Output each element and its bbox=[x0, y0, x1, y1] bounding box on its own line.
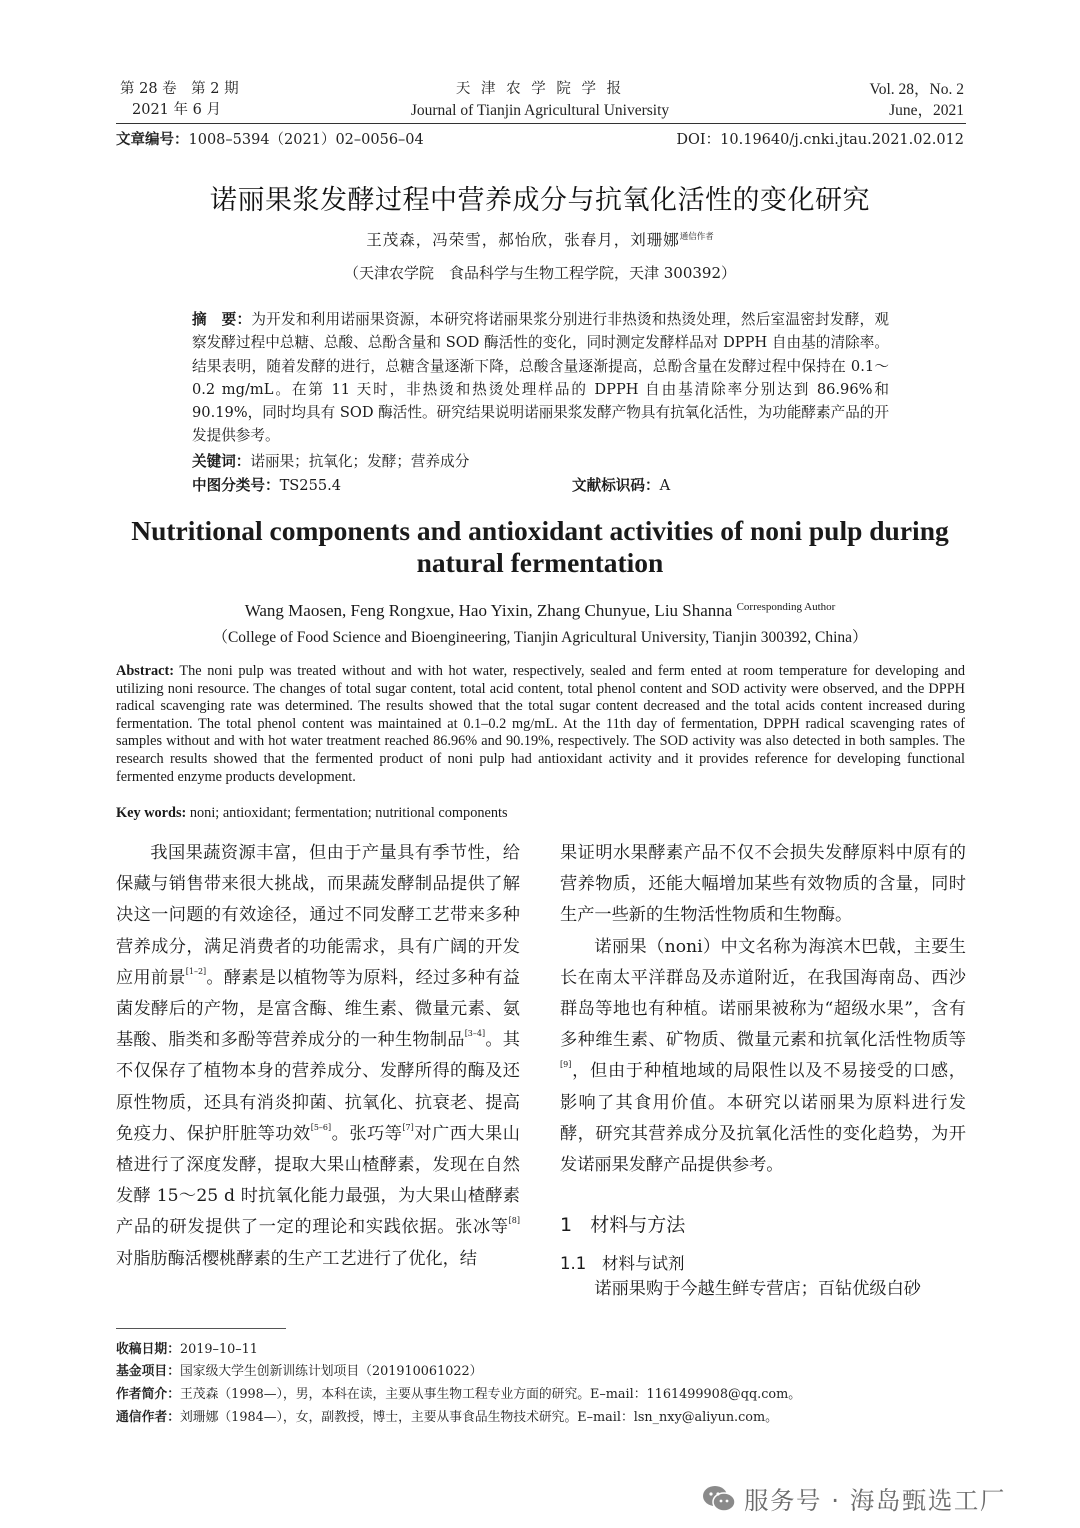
journal-name-cn: 天 津 农 学 院 学 报 bbox=[455, 81, 625, 97]
footnote-label: 通信作者： bbox=[116, 1410, 180, 1425]
keywords-en bbox=[116, 805, 508, 822]
wechat-icon bbox=[702, 1484, 736, 1514]
abstract-cn-label: 摘 要： bbox=[192, 311, 252, 328]
footnote-text: 刘珊娜（1984—），女，副教授，博士，主要从事食品生物技术研究。E–mail：lsn_nxy@aliyun.com。 bbox=[179, 1410, 778, 1425]
watermark-text: 服务号 · 海岛甄选工厂 bbox=[744, 1485, 1006, 1515]
volume-issue-en: Vol. 28，No. 2 bbox=[869, 81, 964, 98]
footnote-funding bbox=[116, 1360, 482, 1379]
class-number bbox=[192, 474, 341, 495]
class-number-text: TS255.4 bbox=[279, 477, 342, 494]
section-heading-1-1 bbox=[560, 1250, 685, 1274]
class-number-label: 中图分类号： bbox=[192, 477, 280, 494]
keywords-en-text: noni; antioxidant; fermentation; nutritional components bbox=[189, 805, 508, 821]
abstract-cn bbox=[192, 308, 889, 448]
section-number: 1 bbox=[560, 1214, 573, 1236]
body-paragraph: 果证明水果酵素产品不仅不会损失发酵原料中原有的营养物质，还能大幅增加某些有效物质的含量，同时生产一些新的生物活性物质和生物酶。 bbox=[560, 843, 966, 926]
footnote-text: 国家级大学生创新训练计划项目（201910061022） bbox=[179, 1364, 483, 1379]
body-paragraph bbox=[116, 838, 520, 1275]
text-run: 我国果蔬资源丰富，但由于产量具有季节性，给保藏与销售带来很大挑战，而果蔬发酵制品提供了解决这一问题的有效途径，通过不同发酵工艺带来多种营养成分，满足消费者的功能需求，具有广阔的开发应用前景 bbox=[116, 843, 520, 988]
article-number-value: 1008–5394（2021）02–0056–04 bbox=[188, 132, 424, 148]
document-code bbox=[572, 474, 670, 495]
section-title: 材料与方法 bbox=[590, 1214, 686, 1236]
section-number: 1.1 bbox=[560, 1254, 587, 1273]
abstract-en-text: The noni pulp was treated without and with hot water, respectively, sealed and ferm ented at room temperature for developing and utilizing noni resource. The changes of total sugar content, total acid content, total phenol content and SOD activity were observed, and the DPPH radical scavenging rate was determined. The results showed that the total sugar content decreased and the total acids content increased during fermentation. The total phenol content was maintained at 0.1–0.2 mg/mL. At the 11th day of fermentation, DPPH radical scavenging rates of samples without and with hot water treatment reached 86.96% and 90.19%, respectively. The SOD activity was also detected in both samples. The research results showed that the fermented product of noni pulp had antioxidant activity and it provides reference for developing functional fermented enzyme products development. bbox=[116, 663, 965, 785]
title-en bbox=[0, 515, 1080, 579]
footnote-label: 收稿日期： bbox=[116, 1342, 180, 1357]
footnote-corresponding bbox=[116, 1406, 778, 1425]
text-run: 。其不仅保存了植物本身的营养成分、发酵所得的酶及还原性物质，还具有消炎抑菌、抗氧化、抗衰老、提高免疫力、保护肝脏等功效 bbox=[116, 1030, 520, 1144]
text-run: 对脂肪酶活樱桃酵素的生产工艺进行了优化，结 bbox=[116, 1248, 477, 1269]
corresponding-mark-en: Corresponding Author bbox=[736, 601, 836, 613]
keywords-cn-label: 关键词： bbox=[192, 453, 251, 470]
footnote-label: 基金项目： bbox=[116, 1364, 180, 1379]
footnote-text: 2019–10–11 bbox=[179, 1342, 258, 1357]
authors-cn bbox=[0, 228, 1080, 250]
footnote-text: 王茂森（1998—），男，本科在读，主要从事生物工程专业方面的研究。E–mail：1161499908@qq.com。 bbox=[179, 1387, 802, 1402]
text-run: 。张巧等 bbox=[331, 1123, 403, 1144]
abstract-en bbox=[116, 663, 965, 786]
text-run: 对广西大果山楂进行了深度发酵，提取大果山楂酵素，发现在自然发酵 15～25 d 时抗氧化能力最强，为大果山楂酵素产品的研发提供了一定的理论和实践依据。张冰等 bbox=[116, 1123, 520, 1238]
section-heading-1 bbox=[560, 1210, 685, 1237]
citation: [5–6] bbox=[310, 1122, 332, 1132]
authors-cn-names: 王茂森，冯荣雪，郝怡欣，张春月，刘珊娜 bbox=[366, 231, 680, 249]
section-title: 材料与试剂 bbox=[602, 1254, 685, 1273]
citation: [1–2] bbox=[185, 966, 207, 976]
text-run: 。酵素是以植物等为原料，经过多种有益菌发酵后的产物，是富含酶、维生素、微量元素、氨基酸、脂类和多酚等营养成分的一种生物制品 bbox=[116, 967, 520, 1051]
citation: [3–4] bbox=[464, 1029, 486, 1039]
article-number-label: 文章编号： bbox=[116, 132, 189, 148]
citation: [8] bbox=[508, 1216, 520, 1226]
citation: [7] bbox=[402, 1122, 414, 1132]
header-rule bbox=[116, 123, 966, 124]
abstract-en-label: Abstract: bbox=[116, 663, 174, 679]
keywords-cn-text: 诺丽果；抗氧化；发酵；营养成分 bbox=[250, 453, 470, 470]
doi: DOI：10.19640/j.cnki.jtau.2021.02.012 bbox=[676, 132, 964, 148]
article-number bbox=[116, 131, 424, 150]
document-code-text: A bbox=[659, 477, 671, 494]
title-en-text: Nutritional components and antioxidant activities of noni pulp during natural fermentation bbox=[131, 515, 949, 578]
footnote-rule bbox=[116, 1328, 286, 1329]
keywords-cn bbox=[192, 450, 469, 471]
corresponding-mark-cn: 通信作者 bbox=[679, 231, 714, 242]
watermark bbox=[702, 1478, 1054, 1520]
title-cn: 诺丽果浆发酵过程中营养成分与抗氧化活性的变化研究 bbox=[210, 185, 870, 216]
affiliation-en: （College of Food Science and Bioengineering, Tianjin Agricultural University, Tianjin 300392, China） bbox=[212, 629, 868, 646]
volume-issue-cn: 第 28 卷 第 2 期 bbox=[120, 81, 239, 97]
footnote-label: 作者简介： bbox=[116, 1387, 180, 1402]
affiliation-cn: （天津农学院 食品科学与生物工程学院，天津 300392） bbox=[343, 264, 737, 282]
footnote-author-bio bbox=[116, 1383, 801, 1402]
abstract-cn-text: 为开发和利用诺丽果资源，本研究将诺丽果浆分别进行非热烫和热烫处理，然后室温密封发酵，观察发酵过程中总糖、总酸、总酚含量和 SOD 酶活性的变化，同时测定发酵样品对 DPPH 自由基的清除率。结果表明，随着发酵的进行，总糖含量逐渐下降，总酸含量逐渐提高，总酚含量在发酵过程中保持在 0.1～0.2 mg/mL。在第 11 天时，非热烫和热烫处理样品的 DPPH 自由基清除率分别达到 86.96%和 90.19%，同时均具有 SOD 酶活性。研究结果说明诺丽果浆发酵产物具有抗氧化活性，为功能酵素产品的开发提供参考。 bbox=[192, 311, 889, 445]
text-run: ，但由于种植地域的局限性以及不易接受的口感，影响了其食用价值。本研究以诺丽果为原料进行发酵，研究其营养成分及抗氧化活性的变化趋势，为开发诺丽果发酵产品提供参考。 bbox=[560, 1061, 966, 1176]
keywords-en-label: Key words: bbox=[116, 805, 187, 821]
body-paragraph bbox=[560, 932, 966, 1182]
body-right-column bbox=[560, 838, 966, 1181]
text-run: 诺丽果（noni）中文名称为海滨木巴戟，主要生长在南太平洋群岛及赤道附近，在我国海南岛、西沙群岛等地也有种植。诺丽果被称为“超级水果”，含有多种维生素、矿物质、微量元素和抗氧化活性物质等 bbox=[560, 936, 966, 1051]
date-en: June，2021 bbox=[889, 102, 964, 119]
journal-name-en: Journal of Tianjin Agricultural University bbox=[410, 102, 670, 119]
footnote-received bbox=[116, 1338, 258, 1357]
authors-en bbox=[0, 601, 1080, 621]
date-cn: 2021 年 6 月 bbox=[132, 102, 221, 118]
citation: [9] bbox=[560, 1060, 572, 1070]
document-code-label: 文献标识码： bbox=[572, 477, 660, 494]
body-left-column bbox=[116, 838, 520, 1275]
body-paragraph: 诺丽果购于今越生鲜专营店；百钻优级白砂 bbox=[594, 1279, 921, 1299]
body-right-continuation bbox=[560, 1274, 966, 1305]
authors-en-names: Wang Maosen, Feng Rongxue, Hao Yixin, Zhang Chunyue, Liu Shanna bbox=[244, 601, 733, 620]
